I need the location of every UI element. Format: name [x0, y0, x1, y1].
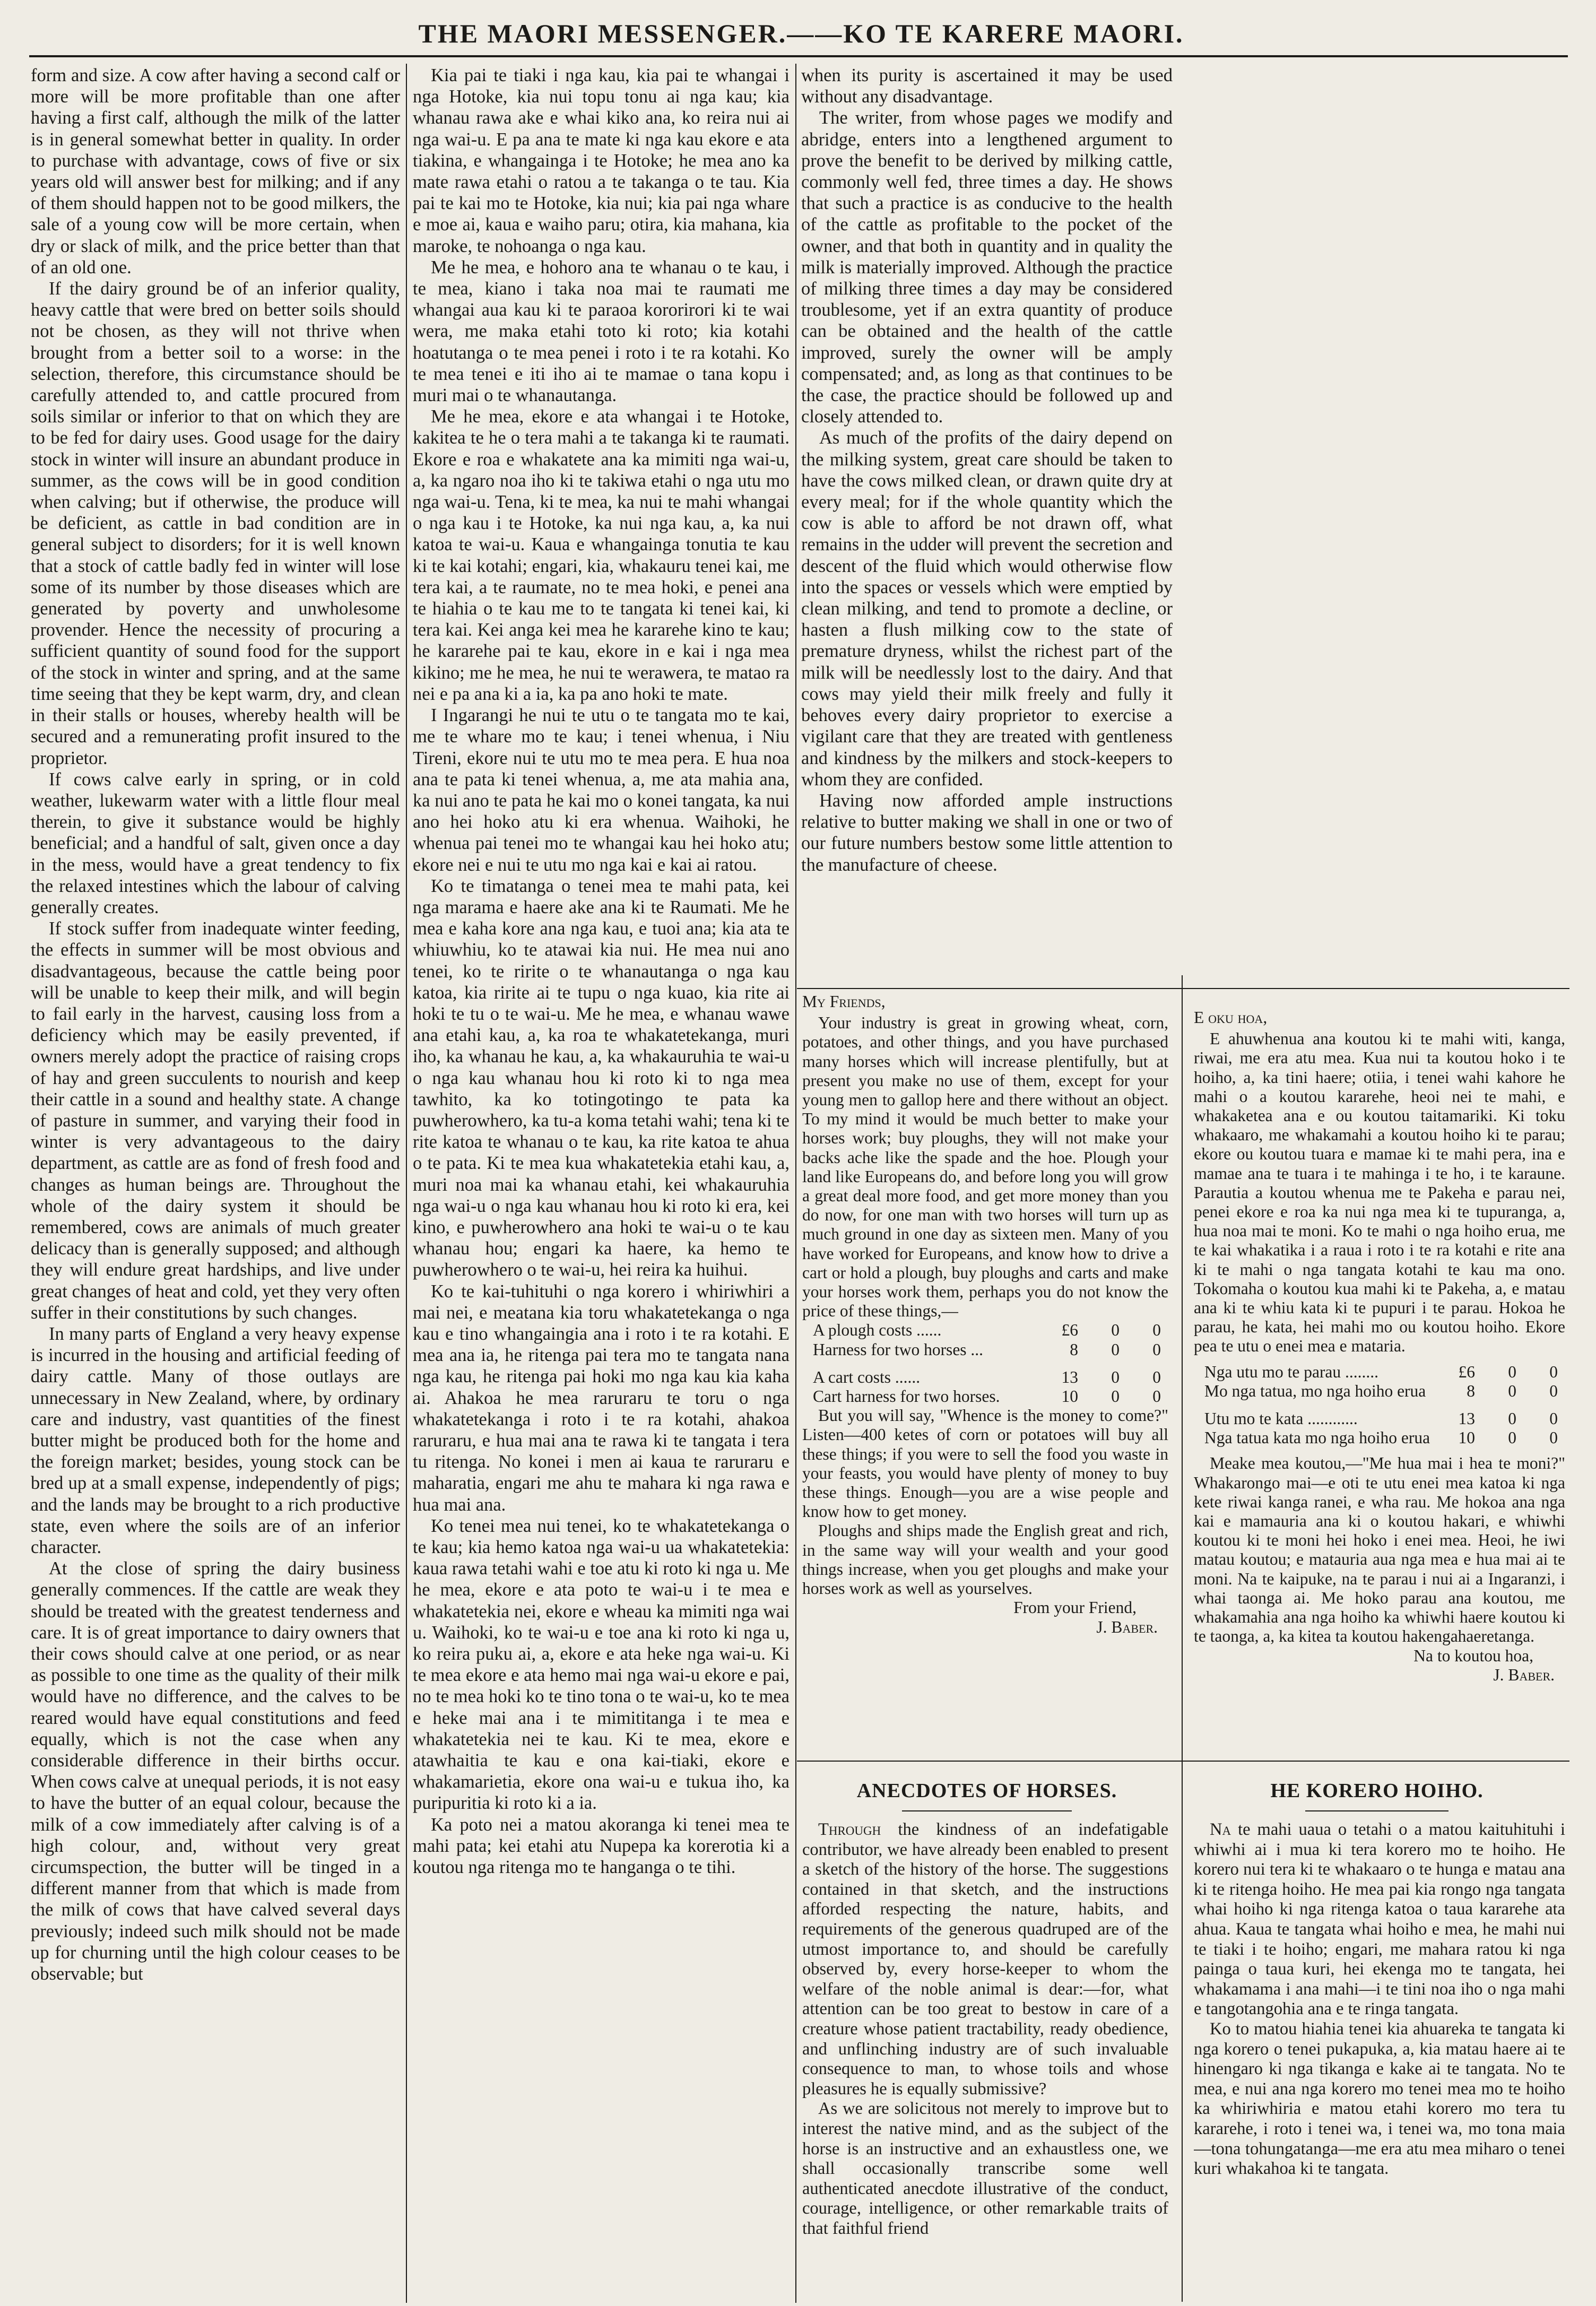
- price-pounds: 13: [1458, 1409, 1475, 1428]
- price-pence: 0: [1549, 1362, 1558, 1381]
- lead-word: Through: [818, 1820, 881, 1839]
- paragraph: when its purity is ascertained it may be used without any disadvantage.: [801, 65, 1173, 107]
- price-pounds: 10: [1458, 1428, 1475, 1447]
- price-item: Nga tatua kata mo nga hoiho erua: [1204, 1428, 1430, 1447]
- column-rule: [1182, 975, 1183, 2302]
- price-shillings: 0: [1111, 1367, 1120, 1386]
- paragraph: Your industry is great in growing wheat, corn, potatoes, and other things, and you have purchased many horses which will increase plentifully, but at present you make no use of them, except for your young men to gallop here and there without an object. To my mind it would be much better to make your horses work; buy ploughs, they will not make your backs ache like the spade and the hoe. Plough your land like Europeans do, and before long you will grow a great deal more food, and get more money than you do now, for one man with two horses will turn up as much ground in one day as sixteen men. Many of you have worked for Europeans, and know how to drive a cart or hold a plough, buy ploughs and carts and make your horses work them, perhaps you do not know the price of these things,—: [802, 1013, 1168, 1321]
- paragraph: form and size. A cow after having a second calf or more will be more profitable than one after having a first calf, although the milk of the latter is in general somewhat better in quality. In order to purchase with advantage, cows of five or six years old will answer best for milking; and if any of them should happen not to be good milkers, the sale of a young cow will be more certain, when dry or slack of milk, and the price better than that of an old one.: [31, 65, 400, 278]
- lead-word: Na: [1210, 1820, 1231, 1839]
- paragraph: In many parts of England a very heavy expense is incurred in the housing and artificial feeding of dairy cattle. Many of those outlays are unnecessary in New Zealand, where, by ordinary care and industry, vast quantities of the finest butter might be produced both for the home and the foreign market; besides, young stock can be bred up at a small expense, independently of pigs; and the lands may be brought to a rich productive state, even where the soils are of an inferior character.: [31, 1323, 400, 1558]
- paragraph: Ko to matou hiahia tenei kia ahuareka te tangata ki nga korero o tenei pukapuka, a, kia matau haere ai te hinengaro ki nga tikanga e kake ai te tangata. No te mea, e nui ana nga korero mo tenei mea mo te hoiho ka whiriwhiria e matou etahi korero mo tera tu kararehe, i roto i tenei wa, i tenei wa, mo tona maia—tona tohungatanga—me era atu mea miharo o tenei kuri whakahoa ki te tangata.: [1194, 2019, 1565, 2179]
- section-rule: [797, 988, 1569, 989]
- anecdotes-body: [802, 1820, 1168, 2298]
- paragraph: the kindness of an indefatigable contributor, we have already been enabled to present a sketch of the history of the horse. The suggestions contained in that sketch, and the instructions afforded respecting the nature, habits, and requirements of the generous quadruped are of the utmost importance to, and should be carefully observed by, every horse-keeper to whom the welfare of the noble animal is dear:—for, what attention can be too great to bestow in care of a creature whose patient tractability, ready obedience, and unflinching industry are of such invaluable consequence to man, to whose toils and whose pleasures he is equally submissive?: [802, 1820, 1168, 2099]
- letter-closing: Na to koutou hoa,: [1413, 1646, 1533, 1665]
- title-underline: [902, 1810, 1072, 1811]
- paragraph: As much of the profits of the dairy depend on the milking system, great care should be taken to have the cows milked clean, or drawn quite dry at every meal; for if the whole quantity which the cow is able to afford be not drawn off, what remains in the udder will prevent the secretion and descent of the fluid which would otherwise flow into the spaces or vessels which were emptied by clean milking, and tend to promote a decline, or hasten a flush milking cow to the state of premature dryness, whilst the richest part of the milk will be needlessly lost to the dairy. And that cows may yield their milk freely and fully it behoves every dairy proprietor to exercise a vigilant care that they are treated with gentleness and kindness by the milkers and stock-keepers to whom they are confided.: [801, 428, 1173, 790]
- price-item: Mo nga tatua, mo nga hoiho erua: [1204, 1381, 1426, 1400]
- price-row: [802, 1387, 1168, 1406]
- paragraph: As we are solicitous not merely to improve but to interest the native mind, and as the subject of the horse is an instructive and an exhaustless one, we shall occasionally transcribe some well authenticated anecdote illustrative of the conduct, courage, intelligence, or other remarkable traits of that faithful friend: [802, 2099, 1168, 2238]
- price-shillings: 0: [1508, 1381, 1516, 1400]
- price-row: [1194, 1382, 1565, 1401]
- paragraph: te mahi uaua o tetahi o a matou kaituhituhi i whiwhi ai i mua ki tera korero mo te hoiho. He korero nui tera ki te whakaaro o te hunga e matau ana ki te ritenga hoiho. He mea pai kia rongo nga tangata whai hoiho ki nga ritenga katoa o taua kararehe ata ahua. Kaua te tangata whai hoiho e mea, he mahi nui te tiaki i te hoiho; engari, me mahara ratou ki nga painga o taua kuri, hei ekenga mo te tangata, hei whakamama i ana mahi—i te tini noa iho o nga mahi e tangotangohia ana e te ringa tangata.: [1194, 1820, 1565, 2019]
- paragraph: Ploughs and ships made the English great and rich, in the same way will your wealth and your good things increase, when you get ploughs and make your horses work as well as yourselves.: [802, 1521, 1168, 1598]
- column-rule: [795, 64, 796, 2303]
- column-rule: [406, 64, 407, 2303]
- title-underline: [1305, 1810, 1448, 1811]
- price-shillings: 0: [1508, 1428, 1516, 1447]
- price-item: A cart costs ......: [813, 1367, 921, 1386]
- letter-maori: [1194, 1008, 1565, 1756]
- paragraph: Having now afforded ample instructions relative to butter making we shall in one or two of our future numbers bestow some little attention to the manufacture of cheese.: [801, 790, 1173, 875]
- price-item: Harness for two horses ...: [813, 1340, 984, 1359]
- section-title-korero-hoiho: HE KORERO HOIHO.: [1270, 1780, 1484, 1802]
- paragraph: I Ingarangi he nui te utu o te tangata mo te kai, me te whare mo te kau; i tenei whenua, i Niu Tireni, ekore nui te utu mo te mea pera. E hua noa ana te pata ki tenei whenua, a, me ata mahia ana, ka nui ano te pata he kai mo o konei tangata, ka nui ano hei hoko atu ki era whenua. Waihoki, he whenua pai tenei mo te whangai kau hei hoko atu; ekore nei e nui te utu mo nga kai e kai ai ratou.: [413, 705, 790, 875]
- price-shillings: 0: [1508, 1362, 1516, 1381]
- price-pounds: 13: [1061, 1367, 1078, 1386]
- price-pounds: £6: [1458, 1362, 1475, 1381]
- price-pence: 0: [1549, 1409, 1558, 1428]
- price-pounds: £6: [1061, 1321, 1078, 1340]
- letter-salutation: My Friends,: [802, 992, 886, 1011]
- price-pounds: 10: [1061, 1387, 1078, 1406]
- letter-signature: J. Baber.: [1493, 1665, 1555, 1684]
- letter-signature: J. Baber.: [1096, 1617, 1158, 1636]
- paragraph: Ko tenei mea nui tenei, ko te whakatetekanga o te kau; kia hemo katoa nga wai-u ua whakatetekia: kaua rawa tetahi wahi e toe atu ki roto ki nga u. Me he mea, ekore e ata poto te wai-u i te mea e whakatetekia nei, ekore e wheau ka mimiti nga wai u. Waihoki, ko te wai-u e toe ana ki roto ki nga u, ko reira puku ai, a, ekore e ata heke nga wai-u. Ki te mea ekore e ata hemo mai nga wai-u ekore e pai, no te mea hoki ko te tino tona o te wai-u, ko te mea e heke mai ana i te mimititanga i te mea e whakatetekia nei te kau. Ki te mea, ekore e atawhaitia te kau e ona kai-tiaki, ekore e whakamarietia, ekore ona wai-u e tukua iho, ka puripuritia ki roto ki a ia.: [413, 1515, 790, 1814]
- paragraph: Ka poto nei a matou akoranga ki tenei mea te mahi pata; kei etahi atu Nupepa ka korerotia ki a koutou nga ritenga mo te hanganga o te tihi.: [413, 1814, 790, 1878]
- letter-english: [802, 992, 1168, 1746]
- price-row: [802, 1321, 1168, 1340]
- paragraph: The writer, from whose pages we modify and abridge, enters into a lengthened argument to prove the benefit to be derived by milking cattle, commonly well fed, three times a day. He shows that such a practice is as conducive to the health of the cattle as profitable to the pocket of the owner, and that both in quantity and in quality the milk is materially improved. Although the practice of milking three times a day may be considered troublesome, yet if an extra quantity of produce can be obtained and the health of the cattle improved, surely the owner will be amply compensated; and, as long as that continues to be the case, the practice should be followed up and closely attended to.: [801, 108, 1173, 427]
- article-column-1: [31, 65, 400, 2301]
- paragraph: But you will say, "Whence is the money to come?" Listen—400 ketes of corn or potatoes will buy all these things; if you were to sell the food you waste in your feasts, you would have plenty of money to buy these things. Enough—you are a wise people and know how to get money.: [802, 1406, 1168, 1521]
- price-row: [802, 1368, 1168, 1387]
- price-item: A plough costs ......: [813, 1321, 942, 1340]
- price-shillings: 0: [1111, 1321, 1120, 1340]
- section-title-anecdotes: ANECDOTES OF HORSES.: [856, 1780, 1117, 1802]
- paragraph: Me he mea, e hohoro ana te whanau o te kau, i te mea, kiano i taka noa mai te raumati me whangai aua kau ki te paraoa kororirori ki te wai wera, me maka etahi toto ki roto; kia kotahi hoatutanga o te mea penei i roto i te ra kotahi. Ko te mea tenei e iti iho ai te mamae o tana kopu i muri mai o te whanautanga.: [413, 257, 790, 406]
- price-pence: 0: [1152, 1321, 1161, 1340]
- header-rule: [29, 55, 1568, 57]
- price-pence: 0: [1549, 1381, 1558, 1400]
- paragraph: If cows calve early in spring, or in cold weather, lukewarm water with a little flour meal therein, to give it substance would be highly beneficial; and a handful of salt, given once a day in the mess, would have a great tendency to fix the relaxed intestines which the labour of calving generally creates.: [31, 769, 400, 917]
- price-row: [1194, 1428, 1565, 1447]
- price-pounds: 8: [1467, 1381, 1475, 1400]
- price-pence: 0: [1152, 1340, 1161, 1359]
- paragraph: E ahuwhenua ana koutou ki te mahi witi, kanga, riwai, me era atu mea. Kua nui ta koutou hoko i te hoiho, a, ka tini haere; otiia, i tenei wahi kahore he mahi o a koutou kararehe, heoi nei te mahi, e whakaketea ana e ou koutou taitamariki. Ki toku whakaaro, me whakamahi a koutou hoiho ki te parau; ekore ou koutou tuara e mamae ki te mahi pera, ina e mamae ana te tuara i te mahinga i te ho, i te karaune. Parautia a koutou whenua me te Pakeha e parau nei, penei ekore e roa ka nui nga mea ki te tupuranga, a, hua noa mai te moni. Ko te mahi o nga hoiho erua, me te kai whakatika i a raua i roto i te ra kotahi e rite ana ki te mahi o nga tangata kotahi te kau ma ono. Tokomaha o koutou kua mahi ki te Pakeha, a, e matau ana ki te whiu kata ki te pupuri i te parau. Hokoa he parau, he kata, hei mahi mo ou koutou hoiho. Ekore pea te utu o enei mea e mataria.: [1194, 1029, 1565, 1356]
- price-item: Cart harness for two horses.: [813, 1387, 1000, 1406]
- price-shillings: 0: [1111, 1387, 1120, 1406]
- paragraph: If stock suffer from inadequate winter feeding, the effects in summer will be most obvious and disadvantageous, because the cattle being poor will be unable to keep their milk, and will begin to fail early in the harvest, causing loss from a deficiency which may be easily prevented, if owners merely adopt the practice of raising crops of hay and green succulents to nourish and keep their cattle in a sound and healthy state. A change of pasture in summer, and varying their food in winter is very advantageous to the dairy department, as cattle are as fond of fresh food and changes as human beings are. Throughout the whole of the dairy system it should be remembered, cows are animals of much greater delicacy than is generally supposed; and although they will endure great hardships, and live under great changes of heat and cold, yet they very often suffer in their constitutions by such changes.: [31, 918, 400, 1323]
- price-row: [1194, 1363, 1565, 1382]
- price-pence: 0: [1152, 1367, 1161, 1386]
- letter-closing: From your Friend,: [1013, 1598, 1137, 1617]
- paragraph: If the dairy ground be of an inferior quality, heavy cattle that were bred on better soils should not be chosen, as they will not thrive when brought from a better soil to a worse: in the selection, therefore, this circumstance should be carefully attended to, and cattle procured from soils similar or inferior to that on which they are to be fed for dairy uses. Good usage for the dairy stock in winter will insure an abundant produce in summer, as the cows will be in good condition when calving; but if otherwise, the produce will be deficient, as cattle in bad condition are in general subject to disorders; for it is well known that a stock of cattle badly fed in winter will lose some of its number by those diseases which are generated by poverty and unwholesome provender. Hence the necessity of procuring a sufficient quantity of sound food for the support of the stock in winter and spring, and at the same time seeing that they be kept warm, dry, and clean in their stalls or houses, whereby health will be secured and a remunerating profit insured to the proprietor.: [31, 279, 400, 768]
- paragraph: Kia pai te tiaki i nga kau, kia pai te whangai i nga Hotoke, kia nui topu tonu ai nga kau; kia whanau rawa ake e whai kiko ana, ko reira nui ai nga wai-u. E pa ana te mate ki nga kau ekore e ata tiakina, e whangainga i te Hotoke; he mea ano ka mate rawa etahi o ratou a te takanga o te tau. Kia pai te kai mo te Hotoke, kia nui; kia pai nga whare e moe ai, kaua e waiho paru; otira, kia mahana, kia maroke, te nohoanga o nga kau.: [413, 65, 790, 256]
- price-row: [802, 1340, 1168, 1359]
- running-title: THE MAORI MESSENGER.——KO TE KARERE MAORI.: [418, 19, 1184, 48]
- article-column-3: [801, 65, 1173, 980]
- price-row: [1194, 1409, 1565, 1428]
- paragraph: At the close of spring the dairy business generally commences. If the cattle are weak they should be treated with the greatest tenderness and care. It is of great importance to dairy owners that their cows should calve at one period, or as near as possible to one time as the quality of their milk would have no difference, and the calves to be reared would have equal constitutions and feed equally, which is not the case when any considerable difference in their births occur. When cows calve at unequal periods, it is not easy to have the butter of an equal colour, because the milk of a cow immediately after calving is of a high colour, and, without very great circumspection, the butter will be tinged in a different manner from that which is made from the milk of cows that have calved several days previously; indeed such milk should not be made up for churning until the high colour ceases to be observable; but: [31, 1558, 400, 1984]
- letter-salutation: E oku hoa,: [1194, 1008, 1268, 1027]
- price-item: Nga utu mo te parau ........: [1204, 1362, 1379, 1381]
- article-column-2: [413, 65, 790, 2301]
- paragraph: Ko te kai-tuhituhi o nga korero i whiriwhiri a mai nei, e meatana kia toru whakatetekanga o nga kau e tino whangaingia ana i roto i te ra kotahi. E mea ana ia, he ritenga pai tera mo te tangata nana nga kau, he ritenga pai hoki mo nga kau kia kaha ai. Ahakoa he mea raruraru te toru o nga whakatetekanga i roto i te ra kotahi, ahakoa raruraru, e hua mai ana te rawa ki te tangata i tera tu ritenga. No konei i men ai kaua te raruraru e maharatia, engari me ahu te mahara ki nga rawa e hua mai ana.: [413, 1281, 790, 1515]
- price-pounds: 8: [1070, 1340, 1078, 1359]
- price-item: Utu mo te kata ............: [1204, 1409, 1358, 1428]
- price-pence: 0: [1549, 1428, 1558, 1447]
- korero-hoiho-body: [1194, 1820, 1565, 2298]
- paragraph: Me he mea, ekore e ata whangai i te Hotoke, kakitea te he o tera mahi a te takanga ki te raumati. Ekore e roa e whakatete ana ka mimiti nga wai-u, a, ka ngaro noa iho ki te takiwa etahi o nga utu mo nga wai-u. Tena, ki te mea, ka nui te mahi whangai o nga kau i te Hotoke, ka nui nga kau, a, ka nui katoa te wai-u. Kaua e whangainga tonutia te kau ki te kai kotahi; engari, kia, whakauru tenei kai, me tera kai, a te raumate, no te mea hoki, e penei ana te hiahia o te kau me to te tangata ki tenei kai, ki tera kai. Kei anga kei mea he kararehe kino te kau; he kararehe pai te kau, ekore in e kai i nga mea kikino; me he mea, he nui te werawera, te matao ra nei e pa ana ki a ia, ka pa ano hoki te mate.: [413, 406, 790, 704]
- price-pence: 0: [1152, 1387, 1161, 1406]
- section-rule: [797, 1761, 1569, 1762]
- paragraph: Ko te timatanga o tenei mea te mahi pata, kei nga marama e haere ake ana ki te Raumati. Me he mea e kaha kore ana nga kau, e tuoi ana; kia ata te whiuwhiu, ko te atawai kia nui. He mea nui ano tenei, ko te ririte o te whanautanga o nga kau katoa, kia ririte ai te tupu o nga kuao, kia rite ai hoki te tu o te wai-u. Me he mea, e whanau wawe ana etahi kau, a, ka roa te whakatetekanga, muri iho, ka whanau he kau, a, ka whakauruhia te wai-u o nga kau whanau hou ki roto ki to nga mea tawhito, ka ko totingotingo te pata ka puwherowhero, ka tu-a koma tetahi wahi; tena ki te rite katoa te whanau o te kau, ka rite katoa te ahua o te pata. Ki te mea kua whakatetekia etahi kau, a, muri noa mai ka whanau etahi, kei whakauruhia nga wai-u o nga kau whanau hou ki roto ki era, kei kino, e puwherowhero ana hoki te wai-u o te kau whanau hou; engari ka haere, ka hemo te puwherowhero o te wai-u, hei reira ka huihui.: [413, 875, 790, 1280]
- paragraph: Meake mea koutou,—"Me hua mai i hea te moni?" Whakarongo mai—e oti te utu enei mea katoa ki nga kete riwai kanga ranei, e wha rau. Me hokoa ana nga kai e mamauria ana ki o koutou hakari, e whiwhi koutou ki te moni hei hoko i enei mea. Heoi, he iwi matau koutou; e matauria aua nga mea e hua mai ai te moni. Na te kaipuke, na te parau i nui ai a Ingaranzi, i whai taonga ai. Me hoko parau ana koutou, me whakamahia ana nga hoiho ka whiwhi haere koutou ki te taonga, a, ka kitea ta koutou hakengahaeretanga.: [1194, 1454, 1565, 1646]
- price-shillings: 0: [1111, 1340, 1120, 1359]
- price-shillings: 0: [1508, 1409, 1516, 1428]
